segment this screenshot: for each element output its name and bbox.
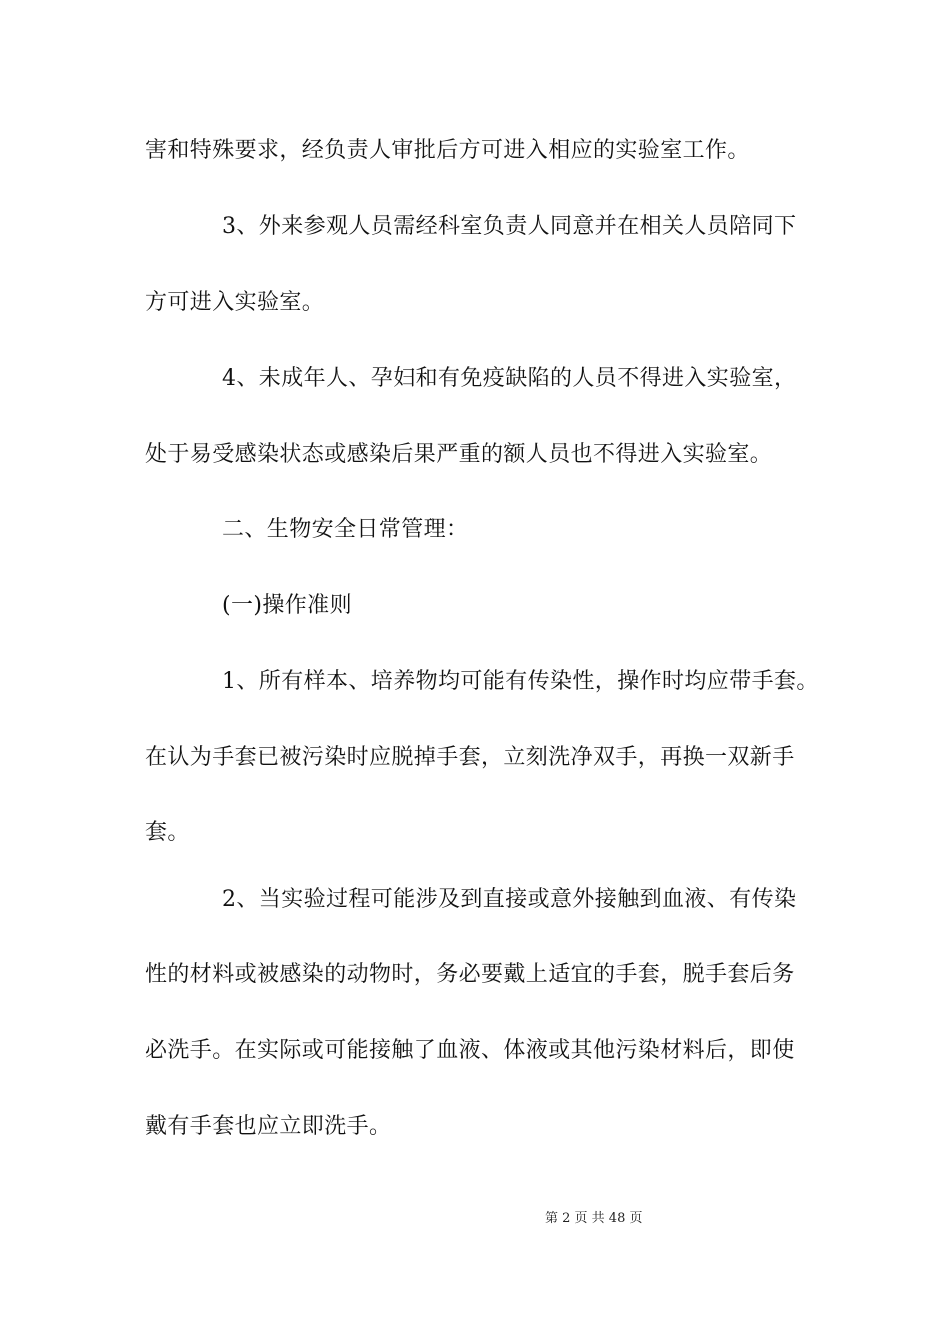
paragraph-line: 戴有手套也应立即洗手。 bbox=[145, 1114, 392, 1139]
paragraph-line: 2、当实验过程可能涉及到直接或意外接触到血液、有传染 bbox=[222, 887, 797, 912]
section-heading: 二、生物安全日常管理： bbox=[222, 517, 469, 542]
paragraph-line: 套。 bbox=[145, 820, 190, 845]
paragraph-line: 在认为手套已被污染时应脱掉手套，立刻洗净双手，再换一双新手 bbox=[145, 745, 795, 770]
paragraph-line: 1、所有样本、培养物均可能有传染性，操作时均应带手套。 bbox=[222, 669, 819, 694]
paragraph-line: 必洗手。在实际或可能接触了血液、体液或其他污染材料后，即使 bbox=[145, 1038, 795, 1063]
paragraph-line: 4、未成年人、孕妇和有免疫缺陷的人员不得进入实验室， bbox=[222, 366, 797, 391]
paragraph-line: 3、外来参观人员需经科室负责人同意并在相关人员陪同下 bbox=[222, 214, 797, 239]
paragraph-line: 害和特殊要求，经负责人审批后方可进入相应的实验室工作。 bbox=[145, 138, 750, 163]
page-number: 第 2 页 共 48 页 bbox=[545, 1211, 643, 1226]
paragraph-line: 性的材料或被感染的动物时，务必要戴上适宜的手套，脱手套后务 bbox=[145, 962, 795, 987]
paragraph-line: 方可进入实验室。 bbox=[145, 290, 325, 315]
subsection-heading: (一)操作准则 bbox=[222, 593, 352, 618]
paragraph-line: 处于易受感染状态或感染后果严重的额人员也不得进入实验室。 bbox=[145, 442, 773, 467]
